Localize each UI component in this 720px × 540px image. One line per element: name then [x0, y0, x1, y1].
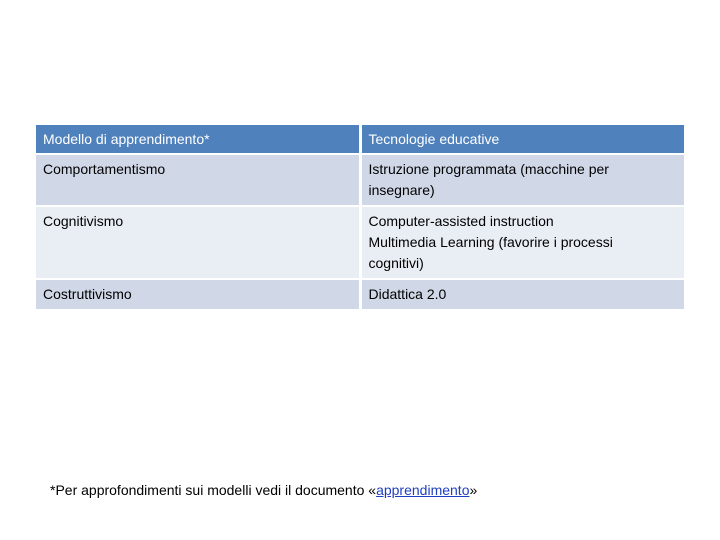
header-educational-technologies: Tecnologie educative [360, 125, 684, 154]
cell-model-constructivism: Costruttivismo [36, 279, 360, 310]
cell-tech-constructivism [360, 279, 684, 310]
cell-text-line: insegnare) [368, 182, 435, 198]
table-row [36, 279, 684, 310]
header-learning-model: Modello di apprendimento* [36, 125, 360, 154]
table-header-row [36, 125, 684, 154]
apprendimento-link[interactable]: apprendimento [376, 482, 470, 498]
cell-model-cognitivism: Cognitivismo [36, 206, 360, 279]
cell-text-line: cognitivi) [368, 255, 424, 271]
cell-model-behaviorism: Comportamentismo [36, 154, 360, 206]
footnote-suffix: » [469, 482, 478, 498]
cell-text-line: Istruzione programmata (macchine per [368, 161, 609, 177]
footnote-prefix: *Per approfondimenti sui modelli vedi il documento « [50, 482, 377, 498]
cell-tech-behaviorism [360, 154, 684, 206]
cell-text-line: Computer-assisted instruction [368, 213, 554, 229]
table-row [36, 206, 684, 279]
cell-text-line: Didattica 2.0 [368, 286, 447, 302]
learning-models-table [36, 125, 684, 311]
footnote [50, 480, 477, 500]
cell-text-line: Multimedia Learning (favorire i processi [368, 234, 613, 250]
cell-tech-cognitivism [360, 206, 684, 279]
table-row [36, 154, 684, 206]
